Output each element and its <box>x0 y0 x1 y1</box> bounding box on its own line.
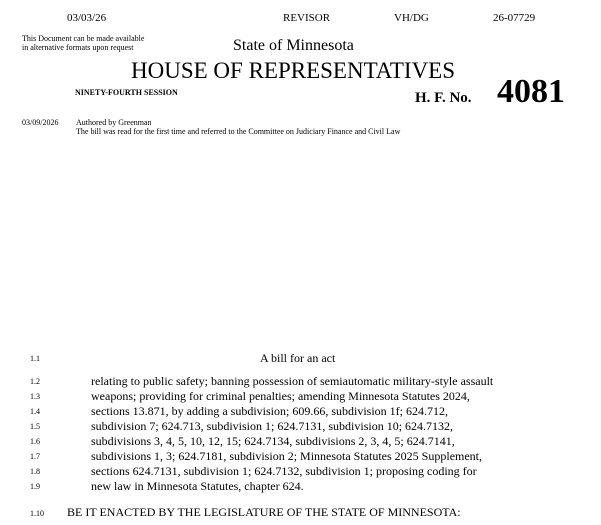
authored-date: 03/09/2026 <box>22 118 59 127</box>
header-initials: VH/DG <box>394 12 429 24</box>
line-number: 1.9 <box>30 482 40 491</box>
line-number: 1.10 <box>30 509 44 518</box>
hf-number: 4081 <box>497 73 565 110</box>
header-doc-id: 26-07729 <box>493 12 536 24</box>
line-number: 1.7 <box>30 452 40 461</box>
line-number: 1.4 <box>30 407 40 416</box>
header-date: 03/03/26 <box>67 12 107 24</box>
bill-text-line: relating to public safety; banning possession of semiautomatic military-style assault <box>91 374 494 388</box>
line-number: 1.6 <box>30 437 40 446</box>
notice-line-2: in alternative formats upon request <box>22 43 134 52</box>
session-label: NINETY-FOURTH SESSION <box>75 88 178 97</box>
line-number: 1.8 <box>30 467 40 476</box>
line-number: 1.2 <box>30 377 40 386</box>
line-number: 1.3 <box>30 392 40 401</box>
chamber-title: HOUSE OF REPRESENTATIVES <box>131 58 456 83</box>
line-number: 1.1 <box>30 354 40 363</box>
bill-title: A bill for an act <box>260 351 336 365</box>
bill-text-line: sections 624.7131, subdivision 1; 624.7132, subdivision 1; proposing coding for <box>91 464 477 478</box>
state-name: State of Minnesota <box>233 37 354 54</box>
bill-text-line: weapons; providing for criminal penalties; amending Minnesota Statutes 2024, <box>91 389 470 403</box>
enacting-clause: BE IT ENACTED BY THE LEGISLATURE OF THE STATE OF MINNESOTA: <box>67 505 461 519</box>
bill-text-line: subdivisions 1, 3; 624.7181, subdivision 2; Minnesota Statutes 2025 Supplement, <box>91 449 483 463</box>
header-office: REVISOR <box>283 12 331 24</box>
bill-text-line: subdivision 7; 624.713, subdivision 1; 624.7131, subdivision 10; 624.7132, <box>91 419 454 433</box>
hf-label: H. F. No. <box>415 90 472 106</box>
bill-text-line: subdivisions 3, 4, 5, 10, 12, 15; 624.7134, subdivisions 2, 3, 4, 5; 624.7141, <box>91 434 455 448</box>
bill-text-line: new law in Minnesota Statutes, chapter 624. <box>91 479 304 493</box>
authored-by: Authored by Greenman <box>76 118 152 127</box>
line-number: 1.5 <box>30 422 40 431</box>
bill-text-line: sections 13.871, by adding a subdivision; 609.66, subdivision 1f; 624.712, <box>91 404 448 418</box>
referral-text: The bill was read for the first time and referred to the Committee on Judiciary Finance and Civil Law <box>76 127 401 136</box>
notice-line-1: This Document can be made available <box>22 34 145 43</box>
